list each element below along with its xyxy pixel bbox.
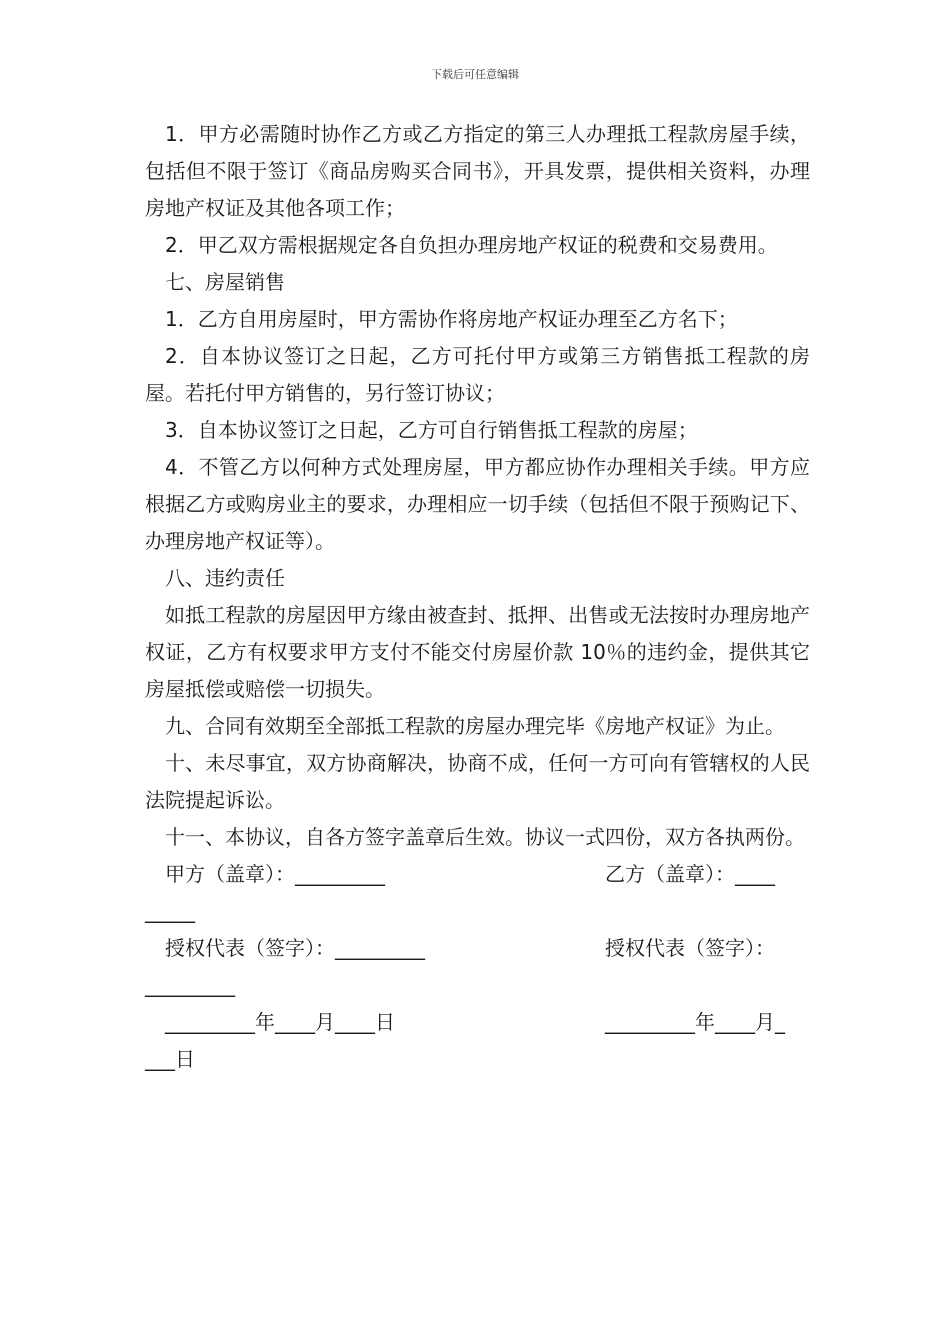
seal-row [145,856,810,893]
party-b-date-tail: ___日 [145,1047,195,1071]
party-a-date: _________年____月____日 [165,1010,395,1034]
date-row [145,1004,810,1041]
clause-7-item-1: 1．乙方自用房屋时，甲方需协作将房地产权证办理至乙方名下； [165,307,738,331]
document-body [145,116,810,1078]
section-10-text: 十、未尽事宜，双方协商解决，协商不成，任何一方可向有管辖权的人民法院提起诉讼。 [145,751,810,812]
seal-row-continued [145,893,810,930]
page-header: 下载后可任意编辑 [431,68,519,81]
date-row-continued [145,1041,810,1078]
party-b-date: _________年____月_ [605,1010,785,1034]
clause-7-item-2: 2．自本协议签订之日起，乙方可托付甲方或第三方销售抵工程款的房屋。若托付甲方销售的，另行签订协议； [145,344,810,405]
rep-row [145,930,810,967]
party-a-rep: 授权代表（签字）：_________ [165,936,425,960]
section-8-heading: 八、违约责任 [165,566,285,590]
party-a-seal: 甲方（盖章）：_________ [165,862,385,886]
clause-7-item-4: 4．不管乙方以何种方式处理房屋，甲方都应协作办理相关手续。甲方应根据乙方或购房业主的要求，办理相应一切手续（包括但不限于预购记下、办理房地产权证等）。 [145,455,810,553]
section-7-heading: 七、房屋销售 [165,270,285,294]
rep-row-continued [145,967,810,1004]
clause-7-item-3: 3．自本协议签订之日起，乙方可自行销售抵工程款的房屋； [165,418,698,442]
party-b-seal-line: _____ [145,899,195,923]
party-b-seal: 乙方（盖章）：____ [605,862,775,886]
party-b-rep: 授权代表（签字）： [605,936,775,960]
section-11-text: 十一、本协议，自各方签字盖章后生效。协议一式四份，双方各执两份。 [165,825,805,849]
section-9-text: 九、合同有效期至全部抵工程款的房屋办理完毕《房地产权证》为止。 [165,714,785,738]
party-b-rep-line: _________ [145,973,235,997]
clause-8-text: 如抵工程款的房屋因甲方缘由被查封、抵押、出售或无法按时办理房地产权证，乙方有权要求甲方支付不能交付房屋价款 10％的违约金，提供其它房屋抵偿或赔偿一切损失。 [145,603,810,701]
clause-6-item-1: 1．甲方必需随时协作乙方或乙方指定的第三人办理抵工程款房屋手续，包括但不限于签订《商品房购买合同书》，开具发票，提供相关资料，办理房地产权证及其他各项工作； [145,122,810,220]
clause-6-item-2: 2．甲乙双方需根据规定各自负担办理房地产权证的税费和交易费用。 [165,233,778,257]
